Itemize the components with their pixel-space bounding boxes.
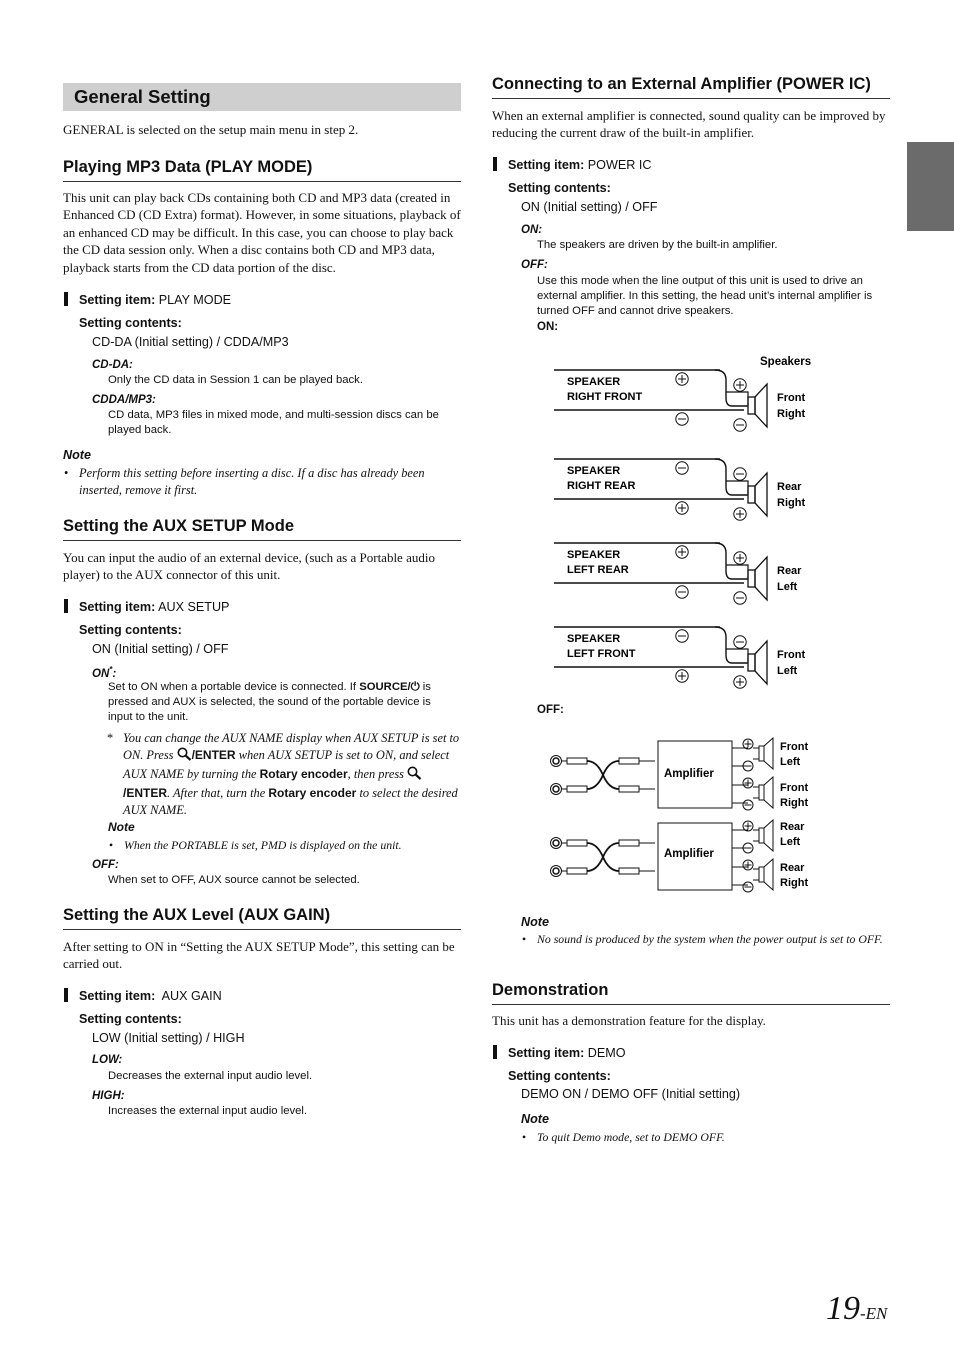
play-mode-contents-value: CD-DA (Initial setting) / CDDA/MP3 (92, 335, 289, 349)
opt-cdda-text: Only the CD data in Session 1 can be played back. (108, 374, 363, 386)
heading-aux-gain: Setting the AUX Level (AUX GAIN) (63, 906, 461, 930)
power-icon: ⏻ (410, 681, 420, 693)
source-key: SOURCE/ (359, 681, 411, 693)
row-line2: LEFT FRONT (567, 648, 636, 660)
speaker-label: Rear (780, 821, 805, 833)
page-number-value: 19 (826, 1290, 860, 1327)
diagram-off-label: OFF: (537, 704, 564, 716)
speaker-label: Left (777, 581, 798, 593)
opt-on-text (108, 680, 458, 725)
speaker-icon (748, 486, 755, 503)
opt-on-label (92, 665, 116, 680)
play-mode-setting-item (64, 292, 231, 307)
fn-text-1: You can change the AUX NAME display when AUX SETUP is set to ON. Press (123, 731, 460, 762)
opt-high-label: HIGH: (92, 1090, 125, 1102)
play-mode-body: This unit can play back CDs containing both CD and MP3 data (created in Enhanced CD (CD Extra) format). However, in some situations, playback of an enhanced CD may be difficult. In this case, you can choose to play back the CD data session only. When a disc contains both CD and MP3 data, playback starts from the CD data portion of the disc. (63, 190, 461, 275)
demo-note-label: Note (521, 1112, 549, 1126)
opt-off-text: When set to OFF, AUX source cannot be selected. (108, 874, 360, 886)
setting-item-label: Setting item: (508, 158, 585, 172)
magnifier-icon (177, 747, 192, 766)
power-off-text: Use this mode when the line output of this unit is used to drive an external amplifier. In this setting, the head unit’s internal amplifier is turned OFF and cannot drive speakers. (537, 275, 873, 317)
power-ic-note: • No sound is produced by the system when the power output is set to OFF. (522, 932, 883, 946)
marker (493, 157, 497, 171)
note-text: When the PORTABLE is set, PMD is displayed on the unit. (124, 838, 402, 852)
on-text-2: is pressed and AUX is selected, the sound of the portable device is input to the unit. (108, 681, 431, 723)
power-ic-contents-label: Setting contents: (508, 181, 611, 195)
aux-setup-note: • When the PORTABLE is set, PMD is displayed on the unit. (109, 838, 402, 852)
setting-item-value: DEMO (584, 1046, 626, 1060)
speaker-label: Left (780, 756, 801, 768)
speaker-icon (759, 746, 764, 761)
setting-item-label: Setting item: (508, 1046, 585, 1060)
aux-setup-contents-label: Setting contents: (79, 623, 182, 637)
speaker-label: Left (777, 665, 798, 677)
heading-play-mode: Playing MP3 Data (PLAY MODE) (63, 158, 461, 182)
power-ic-contents-value: ON (Initial setting) / OFF (521, 200, 658, 214)
power-ic-note-label: Note (521, 915, 549, 929)
opt-cddamp3-label: CDDA/MP3: (92, 394, 156, 406)
row-line2: LEFT REAR (567, 564, 629, 576)
aux-setup-note-label: Note (108, 820, 135, 834)
speaker-label: Front (780, 741, 809, 753)
setting-item-label: Setting item: (79, 600, 156, 614)
play-mode-note: • Perform this setting before inserting a disc. If a disc has already been inserted, remove it first. (64, 466, 425, 497)
demo-contents-value: DEMO ON / DEMO OFF (Initial setting) (521, 1087, 741, 1101)
speaker-icon (748, 397, 755, 414)
demo-body: This unit has a demonstration feature for the display. (492, 1013, 766, 1028)
diagram-on-label: ON: (537, 321, 559, 333)
general-intro: GENERAL is selected on the setup main menu in step 2. (63, 122, 359, 137)
opt-low-text: Decreases the external input audio level. (108, 1070, 313, 1082)
speaker-label: Right (777, 497, 806, 509)
opt-cddamp3-text: CD data, MP3 files in mixed mode, and multi-session discs can be played back. (108, 409, 439, 436)
aux-setup-setting-item (64, 599, 229, 614)
aux-gain-setting-item (64, 988, 222, 1003)
wiring-diagram-on (540, 348, 830, 693)
demo-setting-item (493, 1045, 626, 1060)
speaker-label: Right (780, 877, 809, 889)
row-line2: RIGHT FRONT (567, 391, 643, 403)
on-sup: * (109, 665, 113, 674)
rotary-encoder: Rotary encoder (268, 786, 357, 800)
speaker-label: Front (777, 392, 806, 404)
on-text-1: Set to ON when a portable device is connected. If (108, 681, 360, 693)
magnifier-icon (407, 766, 422, 785)
note-text: To quit Demo mode, set to DEMO OFF. (537, 1130, 725, 1144)
heading-aux-setup: Setting the AUX SETUP Mode (63, 517, 461, 541)
row-line1: SPEAKER (567, 633, 621, 645)
setting-item-value: PLAY MODE (155, 293, 232, 307)
aux-gain-contents-label: Setting contents: (79, 1012, 182, 1026)
speaker-label: Rear (777, 565, 802, 577)
opt-cdda-label: CD-DA: (92, 359, 133, 371)
power-on-text: The speakers are driven by the built-in amplifier. (537, 239, 778, 251)
opt-low-label: LOW: (92, 1054, 123, 1066)
row-left-front (554, 627, 805, 688)
fn-text-5: to select the desired AUX NAME. (123, 786, 458, 817)
speaker-label: Left (780, 836, 801, 848)
speakers-label: Speakers (760, 356, 812, 368)
demo-contents-label: Setting contents: (508, 1069, 611, 1083)
aux-gain-body: After setting to ON in “Setting the AUX SETUP Mode”, this setting can be carried out. (63, 939, 455, 972)
aux-footnote (107, 730, 461, 819)
aux-setup-contents-value: ON (Initial setting) / OFF (92, 642, 229, 656)
setting-item-value: AUX GAIN (155, 989, 222, 1003)
marker (64, 292, 68, 306)
enter-key: /ENTER (123, 786, 168, 800)
setting-item-value: POWER IC (584, 158, 652, 172)
speaker-icon (759, 785, 764, 800)
footnote-star: * (107, 731, 114, 745)
rca-cable-icon (551, 838, 656, 877)
setting-item-label: Setting item: (79, 989, 156, 1003)
amplifier-label: Amplifier (664, 768, 714, 780)
note-text: Perform this setting before inserting a disc. If a disc has already been inserted, remove it first. (79, 466, 425, 497)
play-mode-note-label: Note (63, 448, 91, 462)
rca-cable-icon (551, 756, 656, 795)
amplifier-label: Amplifier (664, 848, 714, 860)
note-text: No sound is produced by the system when the power output is set to OFF. (537, 932, 883, 946)
speaker-icon (759, 867, 764, 882)
speaker-label: Rear (780, 862, 805, 874)
row-line1: SPEAKER (567, 376, 621, 388)
power-on-label: ON: (521, 224, 543, 236)
section-title: General Setting (74, 86, 211, 107)
marker (493, 1045, 497, 1059)
row-right-rear (554, 459, 805, 520)
on-colon: : (112, 667, 117, 680)
demo-note: • To quit Demo mode, set to DEMO OFF. (522, 1130, 725, 1144)
row-line2: RIGHT REAR (567, 480, 636, 492)
speaker-label: Front (780, 782, 809, 794)
fn-text-2: when AUX SETUP is set to ON, and select AUX NAME by turning the (123, 748, 450, 781)
speaker-label: Rear (777, 481, 802, 493)
power-off-label: OFF: (521, 259, 548, 271)
amplifier-block-front (551, 738, 809, 810)
aux-gain-contents-value: LOW (Initial setting) / HIGH (92, 1031, 245, 1045)
play-mode-contents-label: Setting contents: (79, 316, 182, 330)
speaker-icon (748, 654, 755, 671)
speaker-label: Front (777, 649, 806, 661)
page-number (826, 1290, 887, 1328)
heading-demonstration: Demonstration (492, 981, 890, 1005)
row-right-front (554, 370, 805, 431)
wiring-diagram-off (545, 735, 835, 900)
speaker-label: Right (777, 408, 806, 420)
power-ic-setting-item (493, 157, 651, 172)
rotary-encoder: Rotary encoder (259, 767, 348, 781)
on-label: ON (92, 667, 110, 680)
general-setting-bar (63, 83, 461, 111)
opt-off-label: OFF: (92, 859, 119, 871)
enter-key: /ENTER (191, 748, 236, 762)
speaker-icon (759, 828, 764, 843)
setting-item-label: Setting item: (79, 293, 156, 307)
heading-power-ic: Connecting to an External Amplifier (POWER IC) (492, 75, 890, 99)
page-number-suffix: -EN (860, 1304, 888, 1323)
power-ic-body: When an external amplifier is connected, sound quality can be improved by reducing the current draw of the built-in amplifier. (492, 108, 886, 141)
speaker-label: Right (780, 797, 809, 809)
fn-text-3: , then press (347, 767, 408, 781)
marker (64, 599, 68, 613)
setting-item-value: AUX SETUP (155, 600, 230, 614)
aux-setup-body: You can input the audio of an external device, (such as a Portable audio player) to the AUX connector of this unit. (63, 550, 435, 583)
fn-text-4: . After that, turn the (167, 786, 269, 800)
row-line1: SPEAKER (567, 549, 621, 561)
row-line1: SPEAKER (567, 465, 621, 477)
marker (64, 988, 68, 1002)
amplifier-block-rear (551, 820, 809, 892)
row-left-rear (554, 543, 802, 604)
side-tab (907, 142, 954, 231)
speaker-icon (748, 570, 755, 587)
opt-high-text: Increases the external input audio level. (108, 1105, 308, 1117)
